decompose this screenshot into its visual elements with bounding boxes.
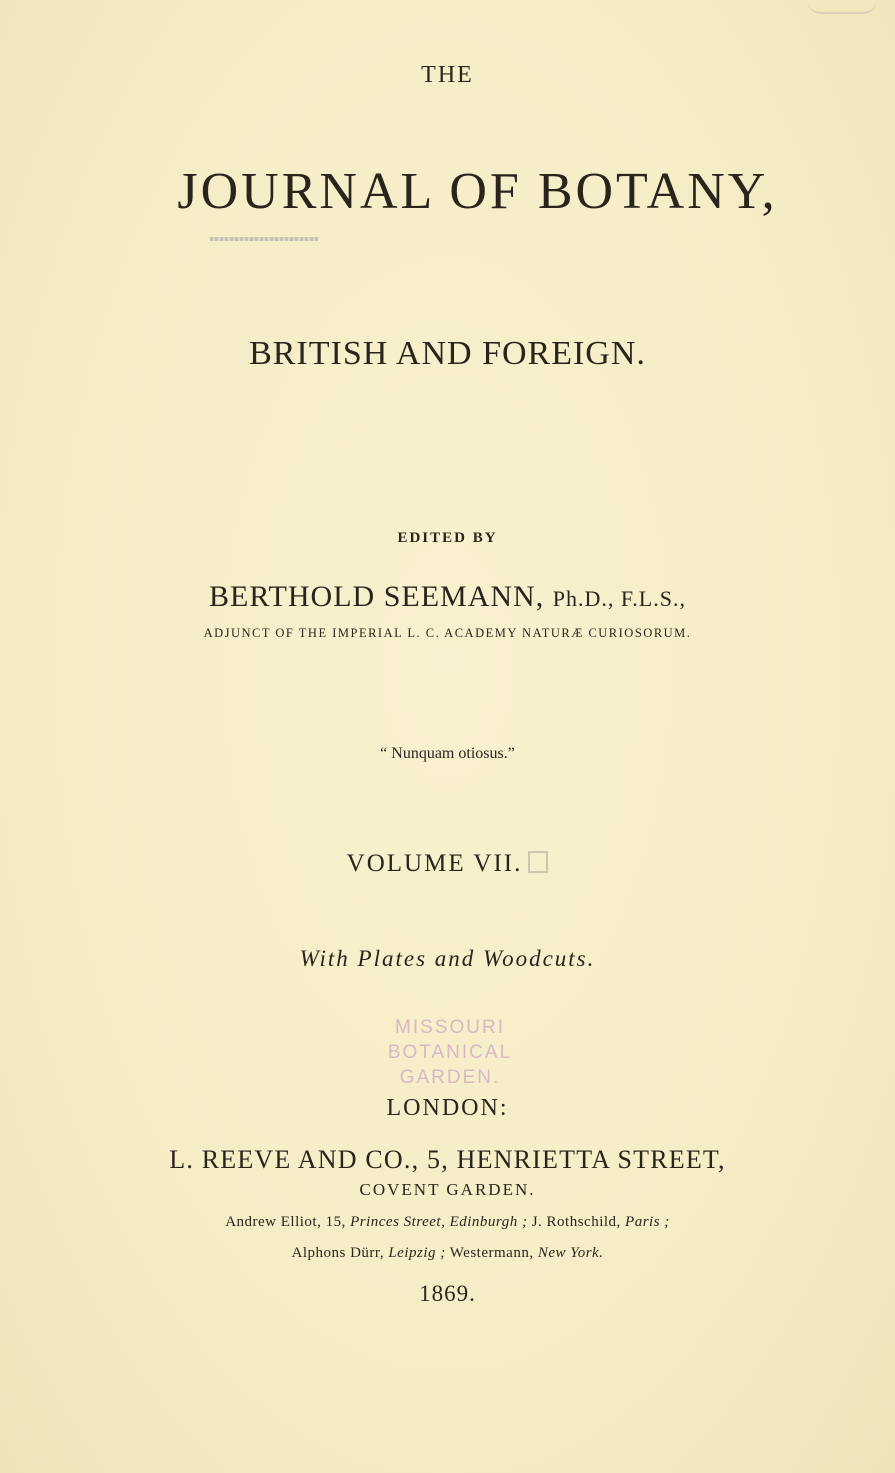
motto: “ Nunquam otiosus.” <box>380 745 515 762</box>
agents-line-1 <box>0 1214 895 1231</box>
stamp-line: GARDEN. <box>399 1067 501 1088</box>
stamp-line: MISSOURI <box>395 1017 505 1038</box>
editor-name: BERTHOLD SEEMANN, <box>209 580 545 613</box>
agents-line-2 <box>0 1245 895 1262</box>
volume-line <box>0 850 895 878</box>
title-underline-mark <box>210 237 318 241</box>
library-mark-icon <box>528 851 548 873</box>
agent-edinburgh-place: Princes Street, Edinburgh ; <box>350 1214 528 1230</box>
library-stamp <box>375 1015 525 1090</box>
agent-leipzig-name: Alphons Dürr, <box>291 1245 389 1261</box>
page-edge-mark <box>807 0 877 14</box>
agent-paris-name: J. Rothschild, <box>527 1214 626 1230</box>
editor-degrees: Ph.D., F.L.S., <box>552 586 686 611</box>
agent-edinburgh-name: Andrew Elliot, 15, <box>225 1214 351 1230</box>
edited-by-label: EDITED BY <box>397 530 498 546</box>
agent-leipzig-place: Leipzig ; <box>388 1245 446 1261</box>
title-article: THE <box>421 62 474 88</box>
agent-newyork-place: New York. <box>537 1245 604 1261</box>
editor-line <box>0 580 895 614</box>
agent-paris-place: Paris ; <box>625 1214 670 1230</box>
publisher-location: COVENT GARDEN. <box>359 1180 536 1199</box>
volume-label: VOLUME VII. <box>346 850 523 877</box>
journal-title: JOURNAL OF BOTANY, <box>177 163 778 220</box>
editor-affiliation: ADJUNCT OF THE IMPERIAL L. C. ACADEMY NATURÆ CURIOSORUM. <box>203 626 692 640</box>
stamp-line: BOTANICAL <box>387 1042 513 1063</box>
publisher-line: L. REEVE AND CO., 5, HENRIETTA STREET, <box>169 1145 726 1174</box>
publication-year: 1869. <box>419 1281 476 1306</box>
plates-note: With Plates and Woodcuts. <box>299 946 596 971</box>
journal-subtitle: BRITISH AND FOREIGN. <box>249 335 646 372</box>
imprint-city: LONDON: <box>386 1095 509 1121</box>
agent-newyork-name: Westermann, <box>445 1245 538 1261</box>
